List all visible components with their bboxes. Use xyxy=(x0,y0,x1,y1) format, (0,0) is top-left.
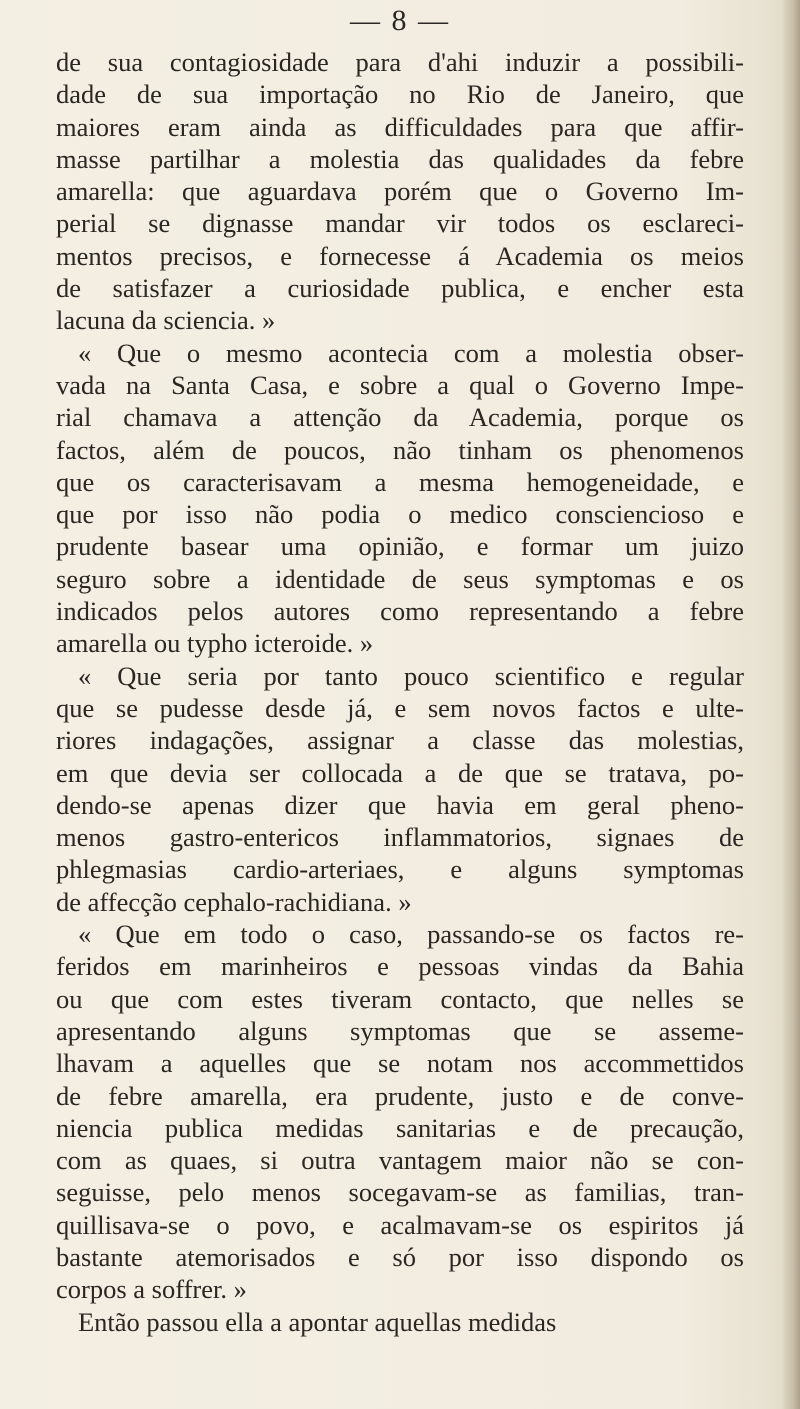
text-line: « Que seria por tanto pouco scientifico e regular xyxy=(78,660,744,691)
text-line: que os caracterisavam a mesma hemogeneidade, e xyxy=(56,466,744,497)
text-line: apresentando alguns symptomas que se asseme- xyxy=(56,1015,744,1046)
text-line: de febre amarella, era prudente, justo e de conve- xyxy=(56,1080,744,1111)
text-line: niencia publica medidas sanitarias e de precaução, xyxy=(56,1112,744,1143)
text-line: ou que com estes tiveram contacto, que nelles se xyxy=(56,983,744,1014)
text-line: dade de sua importação no Rio de Janeiro, que xyxy=(56,79,744,110)
text-line: que por isso não podia o medico consciencioso e xyxy=(56,499,744,530)
text-line: amarella: que aguardava porém que o Governo Im- xyxy=(56,176,744,207)
text-line: factos, além de poucos, não tinham os phenomenos xyxy=(56,434,744,465)
text-line: de satisfazer a curiosidade publica, e encher esta xyxy=(56,273,744,304)
text-line: com as quaes, si outra vantagem maior não se con- xyxy=(56,1145,744,1176)
text-line: vada na Santa Casa, e sobre a qual o Governo Impe- xyxy=(56,369,744,400)
text-line: seguisse, pelo menos socegavam-se as familias, tran- xyxy=(56,1177,744,1208)
body-text xyxy=(56,46,744,1338)
page-number: — 8 — xyxy=(350,4,450,37)
text-line: bastante atemorisados e só por isso dispondo os xyxy=(56,1241,744,1272)
text-line: indicados pelos autores como representando a febre xyxy=(56,596,744,627)
text-line: que se pudesse desde já, e sem novos factos e ulte- xyxy=(56,692,744,723)
text-line: menos gastro-entericos inflammatorios, signaes de xyxy=(56,822,744,853)
text-line: riores indagações, assignar a classe das molestias, xyxy=(56,725,744,756)
text-line: Então passou ella a apontar aquellas medidas xyxy=(78,1306,557,1337)
text-line: masse partilhar a molestia das qualidades da febre xyxy=(56,143,744,174)
page-edge-shadow xyxy=(782,0,800,1409)
text-line: prudente basear uma opinião, e formar um juizo xyxy=(56,531,744,562)
text-line: mentos precisos, e fornecesse á Academia os meios xyxy=(56,240,744,271)
text-line: corpos a soffrer. » xyxy=(56,1274,247,1305)
text-line: rial chamava a attenção da Academia, porque os xyxy=(56,402,744,433)
text-line: de sua contagiosidade para d'ahi induzir a possibili- xyxy=(56,47,744,77)
text-line: de affecção cephalo-rachidiana. » xyxy=(56,886,412,917)
text-line: « Que o mesmo acontecia com a molestia obser- xyxy=(78,337,744,368)
text-line: « Que em todo o caso, passando-se os factos re- xyxy=(78,919,744,950)
text-line: perial se dignasse mandar vir todos os esclareci- xyxy=(56,208,744,239)
text-line: em que devia ser collocada a de que se tratava, po- xyxy=(56,757,744,788)
text-line: amarella ou typho icteroide. » xyxy=(56,628,374,659)
text-line: maiores eram ainda as difficuldades para que affir- xyxy=(56,111,744,142)
text-line: phlegmasias cardio-arteriaes, e alguns symptomas xyxy=(56,854,744,885)
text-line: dendo-se apenas dizer que havia em geral pheno- xyxy=(56,789,744,820)
text-line: lhavam a aquelles que se notam nos accommettidos xyxy=(56,1048,744,1079)
text-line: feridos em marinheiros e pessoas vindas da Bahia xyxy=(56,951,744,982)
text-line: lacuna da sciencia. » xyxy=(56,305,276,336)
text-line: seguro sobre a identidade de seus symptomas e os xyxy=(56,563,744,594)
text-line: quillisava-se o povo, e acalmavam-se os espiritos já xyxy=(56,1209,744,1240)
